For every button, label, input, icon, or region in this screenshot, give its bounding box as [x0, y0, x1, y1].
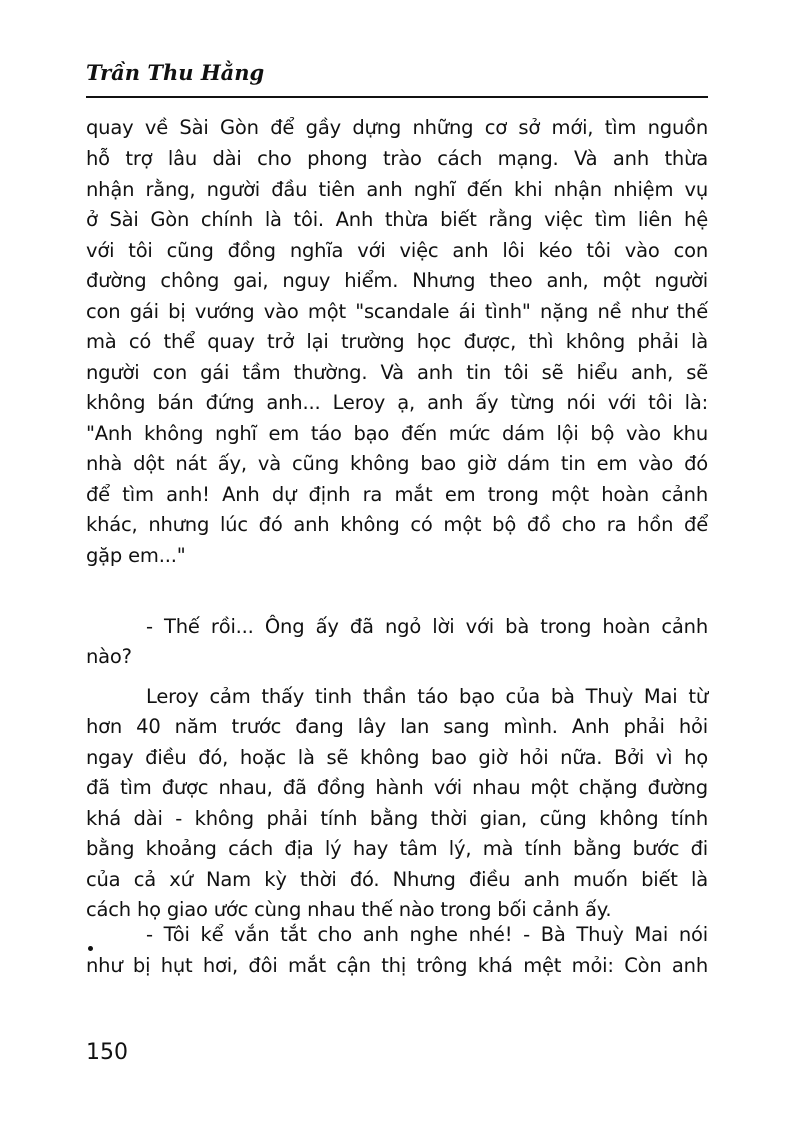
- text-line: cách họ giao ước cùng nhau thế nào trong bối cảnh ấy.: [86, 898, 612, 921]
- text-line: của cả xứ Nam kỳ thời đó. Nhưng điều anh muốn biết là: [86, 868, 708, 891]
- text-line: như bị hụt hơi, đôi mắt cận thị trông khá mệt mỏi: Còn anh: [86, 954, 708, 977]
- running-header-author: Trần Thu Hằng: [86, 60, 265, 85]
- text-line: không bán đứng anh... Leroy ạ, anh ấy từng nói với tôi là:: [86, 391, 708, 414]
- header-rule: [86, 96, 708, 98]
- text-line: con gái bị vướng vào một "scandale ái tình" nặng nề như thế: [86, 300, 708, 323]
- text-line: người con gái tầm thường. Và anh tin tôi sẽ hiểu anh, sẽ: [86, 361, 708, 384]
- text-line: hơn 40 năm trước đang lây lan sang mình. Anh phải hỏi: [86, 715, 708, 738]
- text-line: đường chông gai, nguy hiểm. Nhưng theo anh, một người: [86, 269, 708, 292]
- text-line: với tôi cũng đồng nghĩa với việc anh lôi kéo tôi vào con: [86, 239, 708, 262]
- text-line: nào?: [86, 645, 132, 668]
- text-line: bằng khoảng cách địa lý hay tâm lý, mà tính bằng bước đi: [86, 837, 708, 860]
- text-line: khác, nhưng lúc đó anh không có một bộ đồ cho ra hồn để: [86, 513, 708, 536]
- text-line: nhận rằng, người đầu tiên anh nghĩ đến khi nhận nhiệm vụ: [86, 178, 708, 201]
- text-line: mà có thể quay trở lại trường học được, thì không phải là: [86, 330, 708, 353]
- text-line: ở Sài Gòn chính là tôi. Anh thừa biết rằng việc tìm liên hệ: [86, 208, 708, 231]
- text-line: ngay điều đó, hoặc là sẽ không bao giờ hỏi nữa. Bởi vì họ: [86, 746, 708, 769]
- text-line: hỗ trợ lâu dài cho phong trào cách mạng. Và anh thừa: [86, 147, 708, 170]
- text-line: - Thế rồi... Ông ấy đã ngỏ lời với bà trong hoàn cảnh: [146, 615, 708, 638]
- text-line: - Tôi kể vắn tắt cho anh nghe nhé! - Bà Thuỳ Mai nói: [146, 923, 708, 946]
- text-line: "Anh không nghĩ em táo bạo đến mức dám lội bộ vào khu: [86, 422, 708, 445]
- text-line: để tìm anh! Anh dự định ra mắt em trong một hoàn cảnh: [86, 483, 708, 506]
- text-line: Leroy cảm thấy tinh thần táo bạo của bà Thuỳ Mai từ: [146, 685, 708, 708]
- text-line: khá dài - không phải tính bằng thời gian, cũng không tính: [86, 807, 708, 830]
- stray-dot-mark: [88, 946, 93, 951]
- text-line: quay về Sài Gòn để gầy dựng những cơ sở mới, tìm nguồn: [86, 116, 708, 139]
- text-line: nhà dột nát ấy, và cũng không bao giờ dám tin em vào đó: [86, 452, 708, 475]
- text-line: gặp em...": [86, 544, 186, 567]
- page-number: 150: [86, 1040, 128, 1065]
- text-line: đã tìm được nhau, đã đồng hành với nhau một chặng đường: [86, 776, 708, 799]
